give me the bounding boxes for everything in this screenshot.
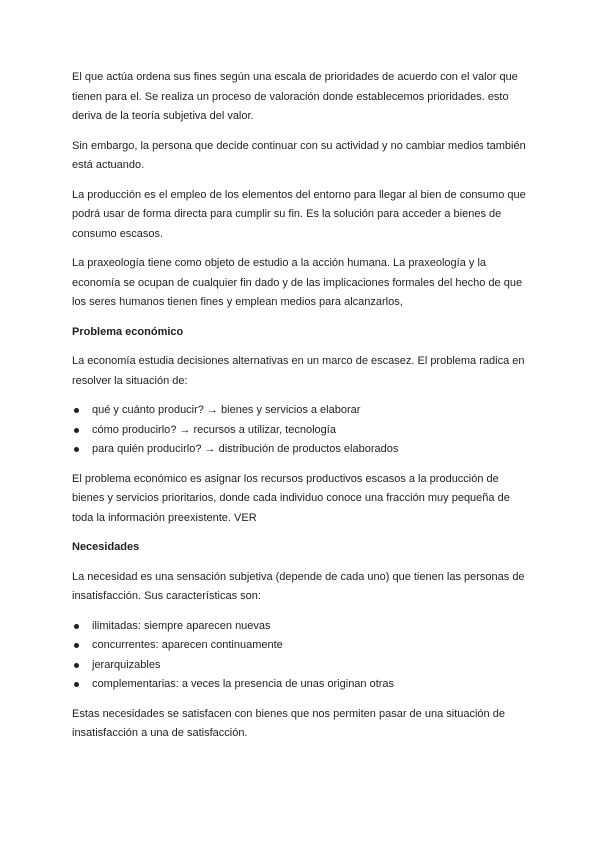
paragraph-necesidad: La necesidad es una sensación subjetiva (depende de cada uno) que tienen las personas de insatisfacción. Sus características son: <box>72 570 525 602</box>
paragraph-problema: El problema económico es asignar los recursos productivos escasos a la producción de bienes y servicios prioritarios, donde cada individuo conoce una fracción muy pequeña de toda la información preexistente. VER <box>72 472 510 524</box>
paragraph-praxeologia: La praxeología tiene como objeto de estudio a la acción humana. La praxeología y la economía se ocupan de cualquier fin dado y de las implicaciones formales del hecho de que los seres humanos tienen fines y emplean medios para alcanzarlos, <box>72 257 523 308</box>
list-preguntas <box>72 401 532 460</box>
paragraph-economia: La economía estudia decisiones alternativas en un marco de escasez. El problema radica en resolver la situación de: <box>72 355 525 387</box>
list-caracteristicas <box>72 617 532 695</box>
list-item: ilimitadas: siempre aparecen nuevas <box>72 617 532 637</box>
paragraph-valoracion: El que actúa ordena sus fines según una escala de prioridades de acuerdo con el valor que tienen para el. Se realiza un proceso de valoración donde establecemos prioridades. esto deriva de la teoría subjetiva del valor. <box>72 71 518 122</box>
paragraph-actividad: Sin embargo, la persona que decide continuar con su actividad y no cambiar medios también está actuando. <box>72 139 526 171</box>
list-item: cómo producirlo? → recursos a utilizar, tecnología <box>72 421 532 441</box>
list-item: qué y cuánto producir? → bienes y servicios a elaborar <box>72 401 532 421</box>
paragraph-satisfaccion: Estas necesidades se satisfacen con bienes que nos permiten pasar de una situación de insatisfacción a una de satisfacción. <box>72 707 505 739</box>
list-item: complementarias: a veces la presencia de unas originan otras <box>72 675 532 695</box>
document-body <box>72 68 532 754</box>
list-item: concurrentes: aparecen continuamente <box>72 636 532 656</box>
list-item: jerarquizables <box>72 656 532 676</box>
heading-problema-economico: Problema económico <box>72 325 184 338</box>
paragraph-produccion: La producción es el empleo de los elementos del entorno para llegar al bien de consumo que podrá usar de forma directa para cumplir su fin. Es la solución para acceder a bienes de consumo escasos. <box>72 188 526 240</box>
heading-necesidades: Necesidades <box>72 541 140 553</box>
list-item: para quién producirlo? → distribución de productos elaborados <box>72 440 532 460</box>
